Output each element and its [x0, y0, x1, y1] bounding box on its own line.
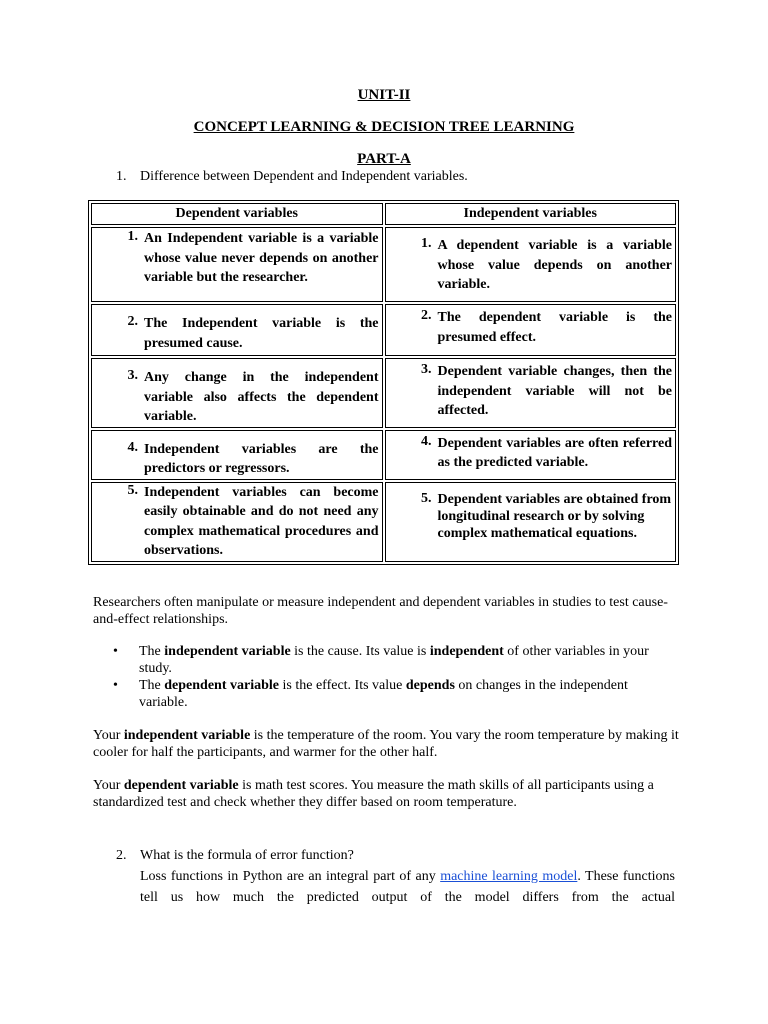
table-header-row — [91, 203, 676, 225]
table-row — [91, 430, 676, 480]
bullet-bold-term: dependent variable — [164, 678, 279, 693]
row-number: 4. — [127, 439, 138, 455]
question-1-text: Difference between Dependent and Independent variables. — [140, 169, 468, 184]
bullet-icon: • — [113, 644, 118, 659]
row-number: 3. — [421, 362, 432, 377]
table-row — [91, 304, 676, 356]
paragraph-bold-term: dependent variable — [123, 778, 239, 793]
bullet-bold-term: depends — [405, 678, 455, 693]
table-cell-right — [385, 482, 677, 562]
question-2-number: 2. — [116, 848, 127, 863]
table-header-dependent — [91, 203, 383, 225]
machine-learning-model-link[interactable]: machine learning model — [440, 869, 578, 884]
question-2 — [116, 848, 354, 864]
bullet-text: The — [139, 678, 165, 693]
table-cell-right — [385, 227, 677, 302]
bullet-text: is the effect. Its value — [279, 678, 406, 693]
dependent-example-paragraph — [93, 777, 683, 811]
question-1-number: 1. — [116, 169, 127, 184]
table-cell-left — [91, 358, 383, 428]
part-heading: PART-A — [357, 151, 411, 167]
bullet-bold-term: independent variable — [164, 644, 291, 659]
table-cell-right — [385, 304, 677, 356]
bullet-text: The — [139, 644, 165, 659]
table-cell-left — [91, 227, 383, 302]
row-text: Independent variables can become easily obtainable and do not need any complex mathematical procedures and observations. — [144, 484, 379, 558]
table-cell-right — [385, 358, 677, 428]
question-2-answer — [140, 866, 675, 908]
header-label-dependent: Dependent variables — [175, 206, 298, 221]
bullet-bold-term: independent — [429, 644, 504, 659]
row-text: Dependent variables are obtained from longitudinal research or by solving complex mathematical equations. — [437, 491, 672, 541]
table-row — [91, 358, 676, 428]
row-number: 5. — [421, 490, 432, 506]
intro-paragraph: Researchers often manipulate or measure independent and dependent variables in studies to test cause-and-effect relationships. — [93, 595, 668, 627]
table-cell-left — [91, 304, 383, 356]
row-text: A dependent variable is a variable whose value depends on another variable. — [437, 238, 672, 292]
row-number: 1. — [127, 229, 138, 244]
unit-heading: UNIT-II — [357, 87, 411, 103]
bullet-icon: • — [113, 678, 118, 693]
row-text: Any change in the independent variable also affects the dependent variable. — [144, 370, 379, 424]
paragraph-bold-term: independent variable — [123, 728, 251, 743]
answer-text: . These functions tell us how much the predicted output of the model differs from the actual — [140, 869, 675, 905]
bullet-text: of other variables in your study. — [139, 644, 649, 676]
answer-text: Loss functions in Python are an integral part of any — [140, 869, 441, 884]
list-item — [93, 643, 673, 677]
row-text: The Independent variable is the presumed cause. — [144, 316, 379, 351]
table-header-independent — [385, 203, 677, 225]
row-text: Dependent variables are often referred as the predicted variable. — [437, 435, 672, 470]
table-row — [91, 482, 676, 562]
paragraph-text: Your — [93, 728, 124, 743]
row-number: 2. — [127, 314, 138, 329]
table-cell-left — [91, 482, 383, 562]
row-number: 3. — [127, 368, 138, 383]
row-number: 2. — [421, 308, 432, 323]
paragraph-text: is the temperature of the room. You vary the room temperature by making it cooler for half the participants, and warmer for the other half. — [93, 728, 679, 760]
paragraph-text: Your — [93, 778, 124, 793]
table-row — [91, 227, 676, 302]
table-cell-right — [385, 430, 677, 480]
comparison-table — [88, 200, 679, 565]
row-text: An Independent variable is a variable whose value never depends on another variable but the researcher. — [144, 231, 379, 285]
paragraph-text: is math test scores. You measure the math skills of all participants using a standardized test and check whether they differ based on room temperature. — [93, 778, 654, 810]
header-label-independent: Independent variables — [463, 206, 597, 221]
list-item — [93, 677, 673, 711]
table-cell-left — [91, 430, 383, 480]
bullet-list — [93, 643, 673, 711]
bullet-text: on changes in the independent variable. — [139, 678, 628, 710]
question-1 — [116, 169, 468, 185]
row-number: 1. — [421, 236, 432, 251]
chapter-title: CONCEPT LEARNING & DECISION TREE LEARNING — [193, 119, 575, 135]
row-text: Independent variables are the predictors or regressors. — [144, 441, 379, 476]
row-text: Dependent variable changes, then the independent variable will not be affected. — [437, 364, 672, 418]
independent-example-paragraph — [93, 727, 683, 761]
row-number: 4. — [421, 433, 432, 449]
question-2-text: What is the formula of error function? — [140, 848, 354, 863]
bullet-text: is the cause. Its value is — [290, 644, 430, 659]
row-text: The dependent variable is the presumed effect. — [437, 310, 672, 345]
row-number: 5. — [127, 482, 138, 498]
